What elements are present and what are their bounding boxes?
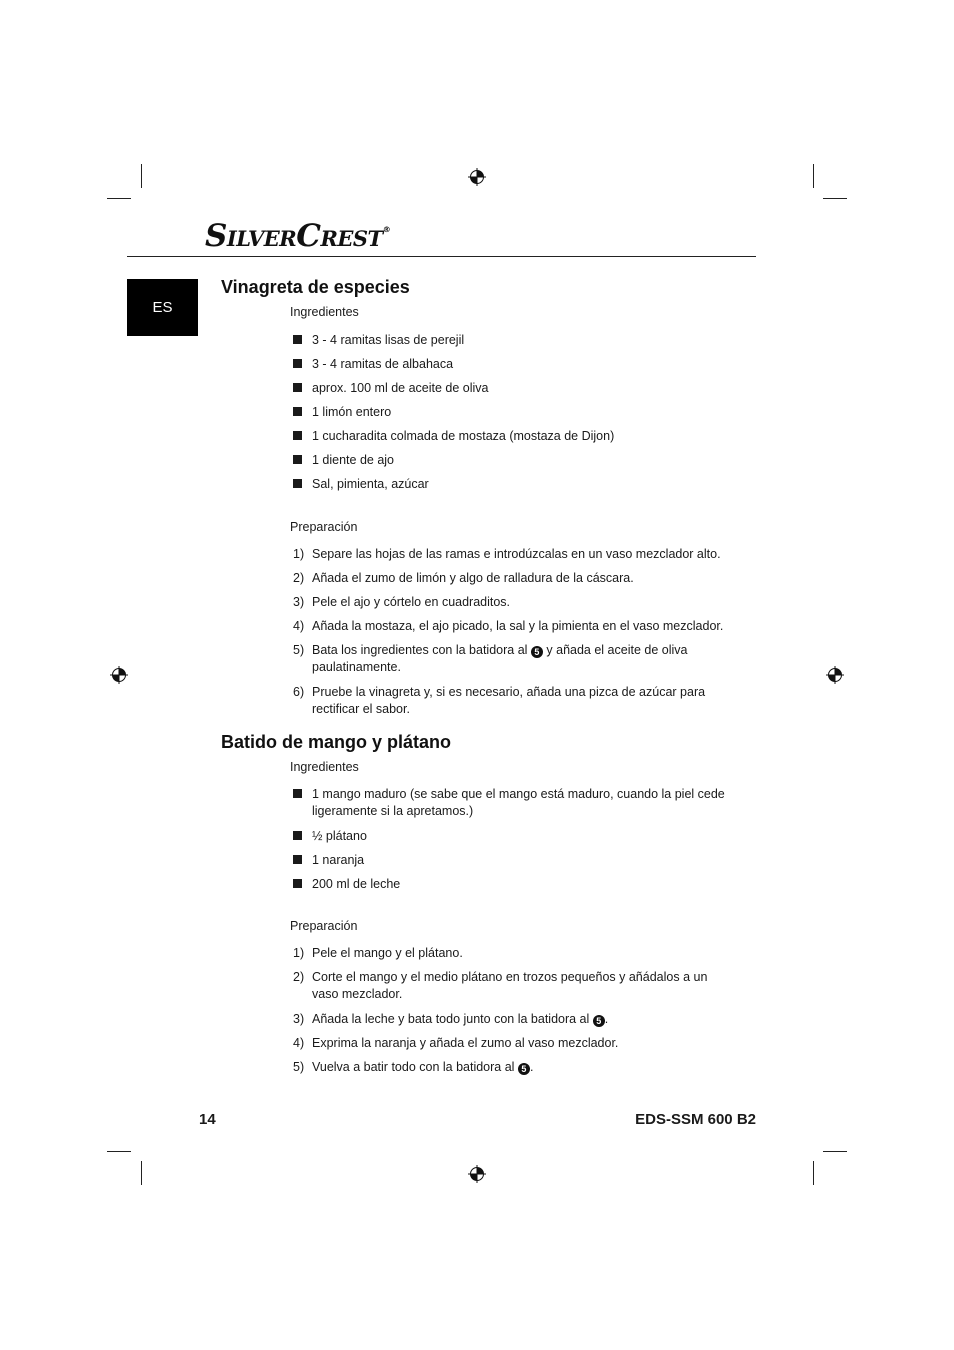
crop-mark — [823, 198, 847, 199]
step-item: 3) Añada la leche y bata todo junto con la batidora al 5 . — [293, 1012, 609, 1026]
preparation-label: Preparación — [290, 919, 358, 933]
step-item: 5) Bata los ingredientes con la batidora al 5 y añada el aceite de oliva paulatinamente. — [293, 643, 688, 674]
registration-mark-icon — [826, 666, 844, 684]
brand-logo: SILVERCREST® — [205, 218, 391, 254]
step-item: 6) Pruebe la vinagreta y, si es necesario, añada una pizca de azúcar para rectificar el sabor. — [293, 685, 706, 716]
registration-mark-icon — [468, 1165, 486, 1183]
crop-mark — [141, 164, 142, 188]
preparation-label: Preparación — [290, 520, 358, 534]
model-number: EDS-SSM 600 B2 — [635, 1111, 756, 1128]
ingredients-label: Ingredientes — [290, 760, 359, 774]
reference-number-icon: 5 — [593, 1015, 605, 1027]
reference-number-icon: 5 — [531, 646, 543, 658]
crop-mark — [107, 1151, 131, 1152]
registration-mark-icon — [468, 168, 486, 186]
list-item: 3 - 4 ramitas de albahaca — [293, 356, 733, 373]
crop-mark — [823, 1151, 847, 1152]
language-tab: ES — [127, 279, 198, 336]
list-item: Sal, pimienta, azúcar — [293, 476, 733, 493]
list-item: 1 cucharadita colmada de mostaza (mostaza de Dijon) — [293, 428, 733, 445]
step-item: 2) Añada el zumo de limón y algo de ralladura de la cáscara. — [293, 571, 634, 585]
section-title: Vinagreta de especies — [221, 277, 410, 297]
list-item: 1 limón entero — [293, 404, 733, 421]
step-item: 4) Añada la mostaza, el ajo picado, la sal y la pimienta en el vaso mezclador. — [293, 619, 724, 633]
list-item: 3 - 4 ramitas lisas de perejil — [293, 332, 733, 349]
step-item: 4) Exprima la naranja y añada el zumo al vaso mezclador. — [293, 1036, 619, 1050]
crop-mark — [141, 1161, 142, 1185]
crop-mark — [813, 1161, 814, 1185]
step-item: 5) Vuelva a batir todo con la batidora al 5 . — [293, 1060, 534, 1074]
list-item: 1 diente de ajo — [293, 452, 733, 469]
list-item: aprox. 100 ml de aceite de oliva — [293, 380, 733, 397]
step-item: 1) Pele el mango y el plátano. — [293, 946, 463, 960]
crop-mark — [107, 198, 131, 199]
list-item: 200 ml de leche — [293, 876, 733, 893]
ingredients-label: Ingredientes — [290, 305, 359, 319]
crop-mark — [813, 164, 814, 188]
reference-number-icon: 5 — [518, 1063, 530, 1075]
registration-mark-icon — [110, 666, 128, 684]
step-item: 3) Pele el ajo y córtelo en cuadraditos. — [293, 595, 511, 609]
list-item: ½ plátano — [293, 828, 733, 845]
list-item: 1 mango maduro (se sabe que el mango está maduro, cuando la piel cede ligeramente si la apretamos.) — [293, 786, 733, 820]
step-item: 1) Separe las hojas de las ramas e introdúzcalas en un vaso mezclador alto. — [293, 547, 721, 561]
header-rule — [127, 256, 756, 257]
list-item: 1 naranja — [293, 852, 733, 869]
step-item: 2) Corte el mango y el medio plátano en trozos pequeños y añádalos a un vaso mezclador. — [293, 970, 708, 1001]
section-title: Batido de mango y plátano — [221, 732, 452, 752]
page-number: 14 — [199, 1111, 216, 1128]
